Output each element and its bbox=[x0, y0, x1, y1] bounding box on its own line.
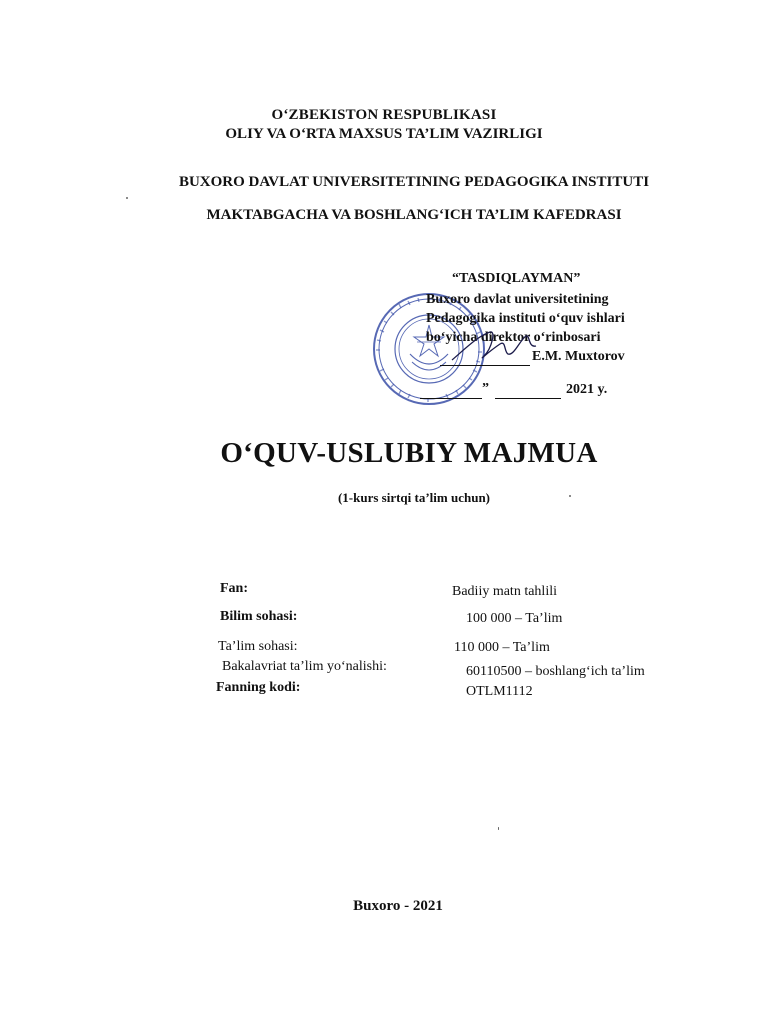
approval-line-institute: Pedagogika instituti o‘quv ishlari bbox=[426, 311, 625, 326]
department-heading: MAKTABGACHA VA BOSHLANG‘ICH TA’LIM KAFEDRASI bbox=[206, 207, 622, 223]
signature-mark bbox=[448, 322, 544, 370]
approval-year: 2021 y. bbox=[566, 382, 608, 397]
scan-speck bbox=[498, 827, 499, 830]
approval-line-university: Buxoro davlat universitetining bbox=[426, 292, 609, 307]
document-subtitle: (1-kurs sirtqi ta’lim uchun) bbox=[337, 490, 491, 505]
field-label-bakalavriat: Bakalavriat ta’lim yo‘nalishi: bbox=[222, 659, 387, 674]
country-heading: O‘ZBEKISTON RESPUBLIKASI bbox=[271, 107, 497, 123]
date-quote-close: ” bbox=[482, 381, 489, 396]
document-title: O‘QUV-USLUBIY MAJMUA bbox=[220, 437, 598, 469]
ministry-heading: OLIY VA O‘RTA MAXSUS TA’LIM VAZIRLIGI bbox=[225, 126, 543, 142]
field-label-bilim-sohasi: Bilim sohasi: bbox=[220, 609, 298, 624]
field-value-talim-sohasi: 110 000 – Ta’lim bbox=[454, 640, 550, 655]
date-day-line bbox=[420, 398, 482, 399]
field-value-bilim-sohasi: 100 000 – Ta’lim bbox=[466, 611, 563, 626]
scan-speck bbox=[126, 197, 128, 199]
field-value-fan: Badiiy matn tahlili bbox=[452, 584, 557, 599]
field-value-fanning-kodi: OTLM1112 bbox=[466, 684, 533, 699]
field-value-bakalavriat: 60110500 – boshlang‘ich ta’lim bbox=[466, 664, 645, 679]
approval-line-position: bo‘yicha direktor o‘rinbosari bbox=[426, 330, 601, 345]
university-heading: BUXORO DAVLAT UNIVERSITETINING PEDAGOGIKA INSTITUTI bbox=[178, 174, 650, 190]
scan-speck bbox=[569, 495, 571, 497]
field-label-fanning-kodi: Fanning kodi: bbox=[216, 680, 301, 695]
approver-name: E.M. Muxtorov bbox=[532, 349, 625, 364]
approval-title: “TASDIQLAYMAN” bbox=[452, 271, 581, 286]
date-month-line bbox=[495, 398, 561, 399]
footer-city-year: Buxoro - 2021 bbox=[353, 898, 443, 914]
field-label-talim-sohasi: Ta’lim sohasi: bbox=[218, 639, 298, 654]
field-label-fan: Fan: bbox=[220, 581, 248, 596]
